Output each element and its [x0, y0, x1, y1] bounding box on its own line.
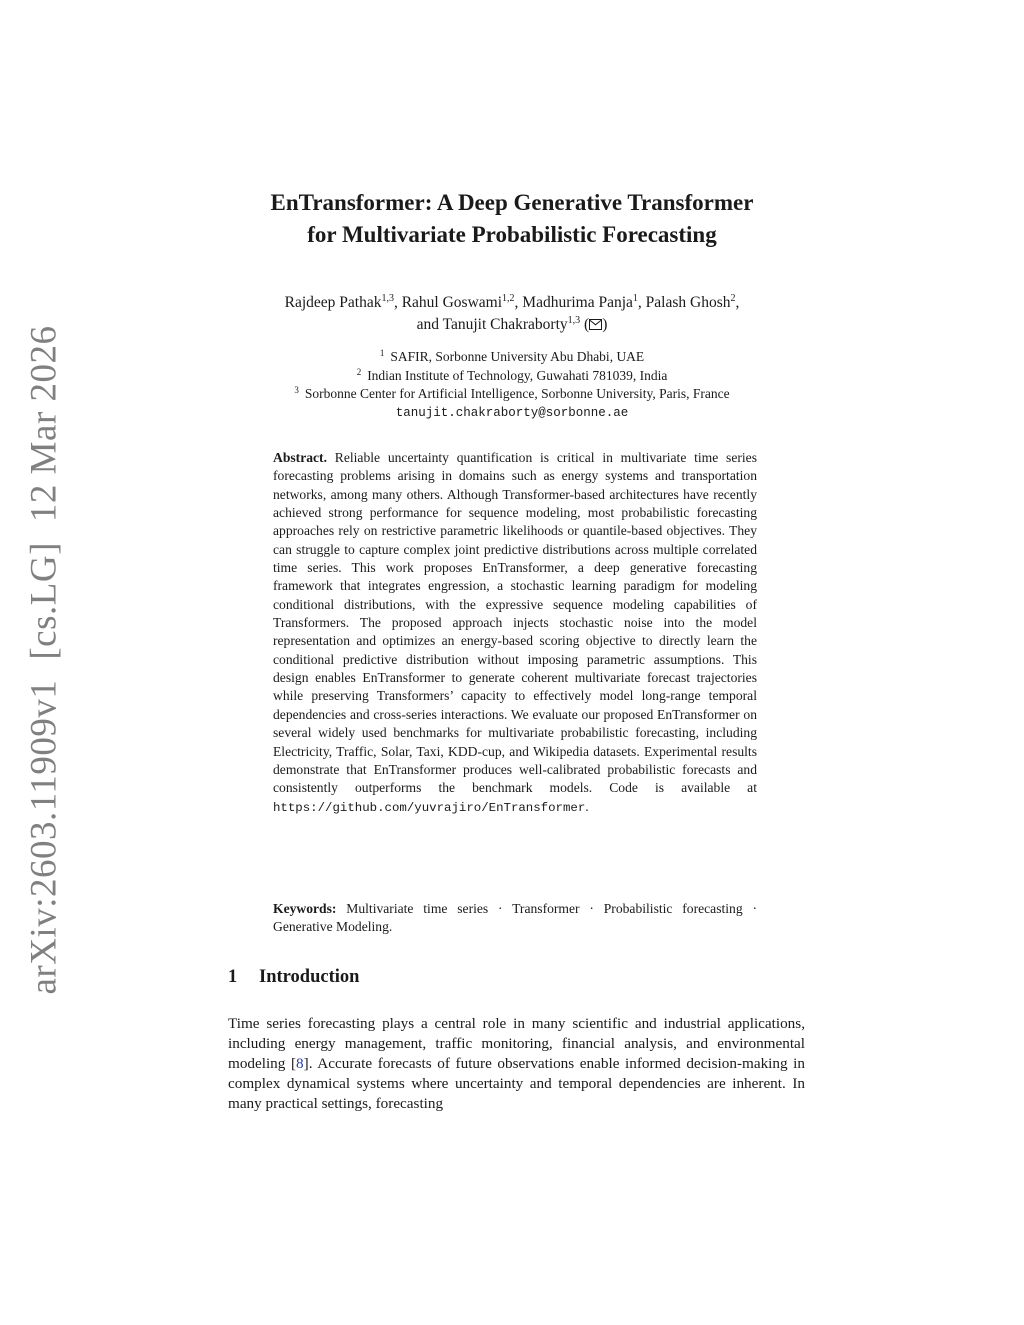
- abstract-label: Abstract.: [273, 450, 327, 465]
- arxiv-category: [cs.LG]: [23, 542, 65, 660]
- abstract-end: .: [585, 798, 589, 814]
- author-affiliation-mark: 1: [632, 293, 638, 304]
- author-affiliation-mark: 1,3: [381, 293, 394, 304]
- affiliation-line: [0, 385, 1024, 404]
- author-separator: ,: [735, 294, 740, 311]
- title-line-2: for Multivariate Probabilistic Forecasting: [307, 222, 717, 247]
- keywords-label: Keywords:: [273, 901, 337, 916]
- affiliation-number: 3: [294, 385, 299, 395]
- section-title: Introduction: [259, 967, 360, 987]
- author-list: [0, 292, 1024, 336]
- affiliation-text: Indian Institute of Technology, Guwahati 781039, India: [367, 367, 668, 383]
- author-separator: ,: [393, 294, 402, 311]
- intro-text: Time series forecasting plays a central role in many scientific and industrial applications, including energy management, traffic monitoring, financial analysis, and environmental modeling [: [228, 1015, 805, 1072]
- affiliation-line: [0, 348, 1024, 367]
- title-line-1: EnTransformer: A Deep Generative Transformer: [270, 190, 754, 215]
- affiliation-number: 2: [356, 366, 362, 377]
- code-link[interactable]: https://github.com/yuvrajiro/EnTransformer: [273, 800, 586, 815]
- author-separator: ,: [514, 294, 523, 311]
- author-affiliation-mark: 1,2: [502, 293, 515, 304]
- affiliation-number: 1: [379, 348, 385, 358]
- keywords-text: Multivariate time series · Transformer · Probabilistic forecasting · Generative Modeling.: [273, 901, 757, 935]
- intro-paragraph: [228, 1014, 805, 1114]
- section-number: 1: [228, 967, 238, 987]
- affiliation-text: Sorbonne Center for Artificial Intelligence, Sorbonne University, Paris, France: [304, 386, 730, 401]
- citation-link[interactable]: 8: [296, 1055, 304, 1072]
- author-separator: ,: [637, 294, 646, 311]
- abstract: [273, 449, 757, 817]
- paper-title: [0, 187, 1024, 251]
- author-name: and Tanujit Chakraborty: [416, 316, 568, 333]
- corresponding-email[interactable]: tanujit.chakraborty@sorbonne.ae: [395, 405, 629, 420]
- author-line-1: [0, 292, 1024, 314]
- section-heading: [228, 967, 359, 988]
- author-name: Rajdeep Pathak: [284, 294, 382, 311]
- abstract-text: Reliable uncertainty quantification is critical in multivariate time series forecasting problems arising in domains such as energy systems and transportation networks, among many others. Although Transformer-based architectures have recently achieved strong performance for sequence modeling, most probabilistic forecasting approaches rely on restrictive parametric likelihoods or quantile-based objectives. They can struggle to capture complex joint predictive distributions across multiple correlated time series. This work proposes EnTransformer, a deep generative forecasting framework that integrates engression, a stochastic learning paradigm for modeling conditional distributions, with the expressive sequence modeling capabilities of Transformers. The proposed approach injects stochastic noise into the model representation and optimizes an energy-based scoring objective to directly learn the conditional predictive distribution without imposing parametric assumptions. This design enables EnTransformer to generate coherent multivariate forecast trajectories while preserving Transformers’ capacity to effectively model long-range temporal dependencies and cross-series interactions. We evaluate our proposed EnTransformer on several widely used benchmarks for multivariate probabilistic forecasting, including Electricity, Traffic, Solar, Taxi, KDD-cup, and Wikipedia datasets. Experimental results demonstrate that EnTransformer produces well-calibrated probabilistic forecasts and consistently outperforms the benchmark models. Code is available at: [273, 450, 757, 796]
- author-affiliation-mark: 1,3: [567, 315, 581, 326]
- arxiv-side-label: [23, 325, 66, 994]
- author-name: Madhurima Panja: [522, 294, 633, 311]
- envelope-icon: [589, 319, 602, 330]
- author-affiliation-mark: 2: [730, 293, 736, 304]
- author-name: Palash Ghosh: [645, 294, 731, 311]
- author-name: Rahul Goswami: [401, 294, 503, 311]
- keywords: [273, 900, 757, 937]
- affiliations: [0, 348, 1024, 422]
- affiliation-text: SAFIR, Sorbonne University Abu Dhabi, UAE: [390, 349, 645, 364]
- arxiv-id: arXiv:2603.11909v1: [23, 679, 65, 995]
- intro-text: ]. Accurate forecasts of future observations enable informed decision-making in complex dynamical systems where uncertainty and temporal dependencies are inherent. In many practical settings, forecasting: [228, 1055, 805, 1112]
- author-line-2: and Tanujit Chakraborty$^{1,3}$ ( ): [416, 315, 608, 333]
- affiliation-line: [0, 367, 1024, 386]
- arxiv-date: 12 Mar 2026: [23, 325, 65, 523]
